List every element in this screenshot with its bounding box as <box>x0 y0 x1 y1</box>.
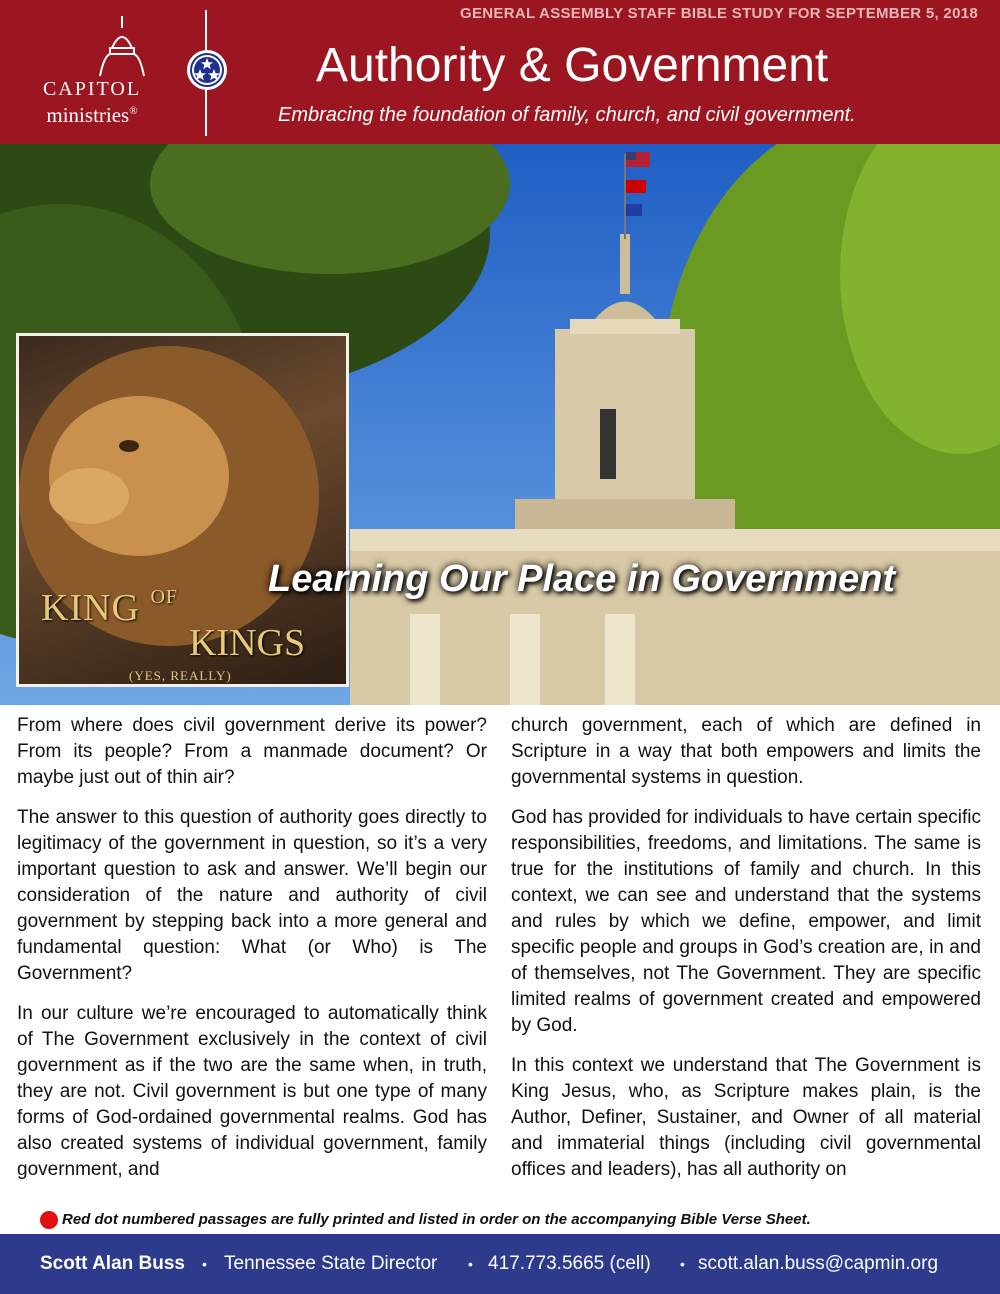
lion-caption-of: OF <box>150 586 179 608</box>
bible-verse-footnote <box>62 1211 811 1228</box>
paragraph: In our culture we’re encouraged to automatically think of The Government exclusively in the context of civil government as if the two are the same when, in truth, they are not. Civil government is but one type of many forms of God-ordained governmental realms. God has also created systems of individual government, family government, and <box>17 1003 487 1180</box>
capitol-dome-icon <box>92 14 152 78</box>
contact-footer <box>0 1234 1000 1294</box>
paragraph: In this context we understand that The Government is King Jesus, who, as Scripture makes plain, is the Author, Definer, Sustainer, and Owner of all material and immaterial things (including civil governmental offices and leaders), has all authority on <box>511 1055 981 1180</box>
footer-bullet: • <box>202 1256 207 1272</box>
lion-caption-kings: KINGS <box>189 622 306 664</box>
tennessee-tristar-icon <box>186 49 228 91</box>
paragraph: God has provided for individuals to have certain specific responsibilities, freedoms, and limitations. The same is true for the institutions of family and church. In this context, we can see and understand that the systems and rules by which we define, empower, and limit specific people and groups in God’s creation are, in and of themselves, not The Government. They are specific limited realms of government created and empowered by God. <box>511 807 981 1036</box>
hero-image <box>0 144 1000 705</box>
footer-email-link[interactable]: scott.alan.buss@capmin.org <box>698 1253 939 1274</box>
paragraph: church government, each of which are defined in Scripture in a way that both empowers and limits the governmental systems in question. <box>511 715 981 788</box>
page-title: Authority & Government <box>316 39 829 92</box>
footer-name: Scott Alan Buss <box>40 1253 185 1274</box>
logo-line-capitol: CAPITOL <box>42 78 142 100</box>
red-dot-icon <box>40 1211 58 1229</box>
page-subtitle: Embracing the foundation of family, church, and civil government. <box>278 104 856 126</box>
body-column-left <box>17 713 487 1197</box>
lion-caption-king <box>41 586 178 630</box>
lion-caption-yes-really: (YES, REALLY) <box>129 668 232 683</box>
footer-role: Tennessee State Director <box>224 1253 438 1274</box>
logo-line-ministries <box>22 100 162 126</box>
paragraph: The answer to this question of authority goes directly to legitimacy of the government in question, so it’s a very important question to ask and answer. We’ll begin our consideration of the nature and authority of civil government by stepping back into a more general and fundamental question: What (or Who) is The Government? <box>17 807 487 984</box>
header-band <box>0 0 1000 144</box>
lion-caption-king-text: KING <box>41 587 140 629</box>
hero-headline: Learning Our Place in Government <box>268 558 896 600</box>
logo-ministries-text: ministries <box>46 103 130 127</box>
paragraph: From where does civil government derive its power? From its people? From a manmade document? Or maybe just out of thin air? <box>17 715 487 788</box>
footnote-text: Red dot numbered passages are fully printed and listed in order on the accompanying Bible Verse Sheet. <box>62 1211 811 1228</box>
footer-bullet: • <box>680 1256 685 1272</box>
registered-mark: ® <box>129 105 138 117</box>
king-of-kings-lion-image <box>16 333 349 687</box>
study-date-line: GENERAL ASSEMBLY STAFF BIBLE STUDY FOR SEPTEMBER 5, 2018 <box>459 5 978 22</box>
body-column-right <box>511 713 981 1197</box>
footer-phone: 417.773.5665 (cell) <box>488 1253 651 1274</box>
footer-bullet: • <box>468 1256 473 1272</box>
capitol-ministries-logo <box>22 78 162 126</box>
